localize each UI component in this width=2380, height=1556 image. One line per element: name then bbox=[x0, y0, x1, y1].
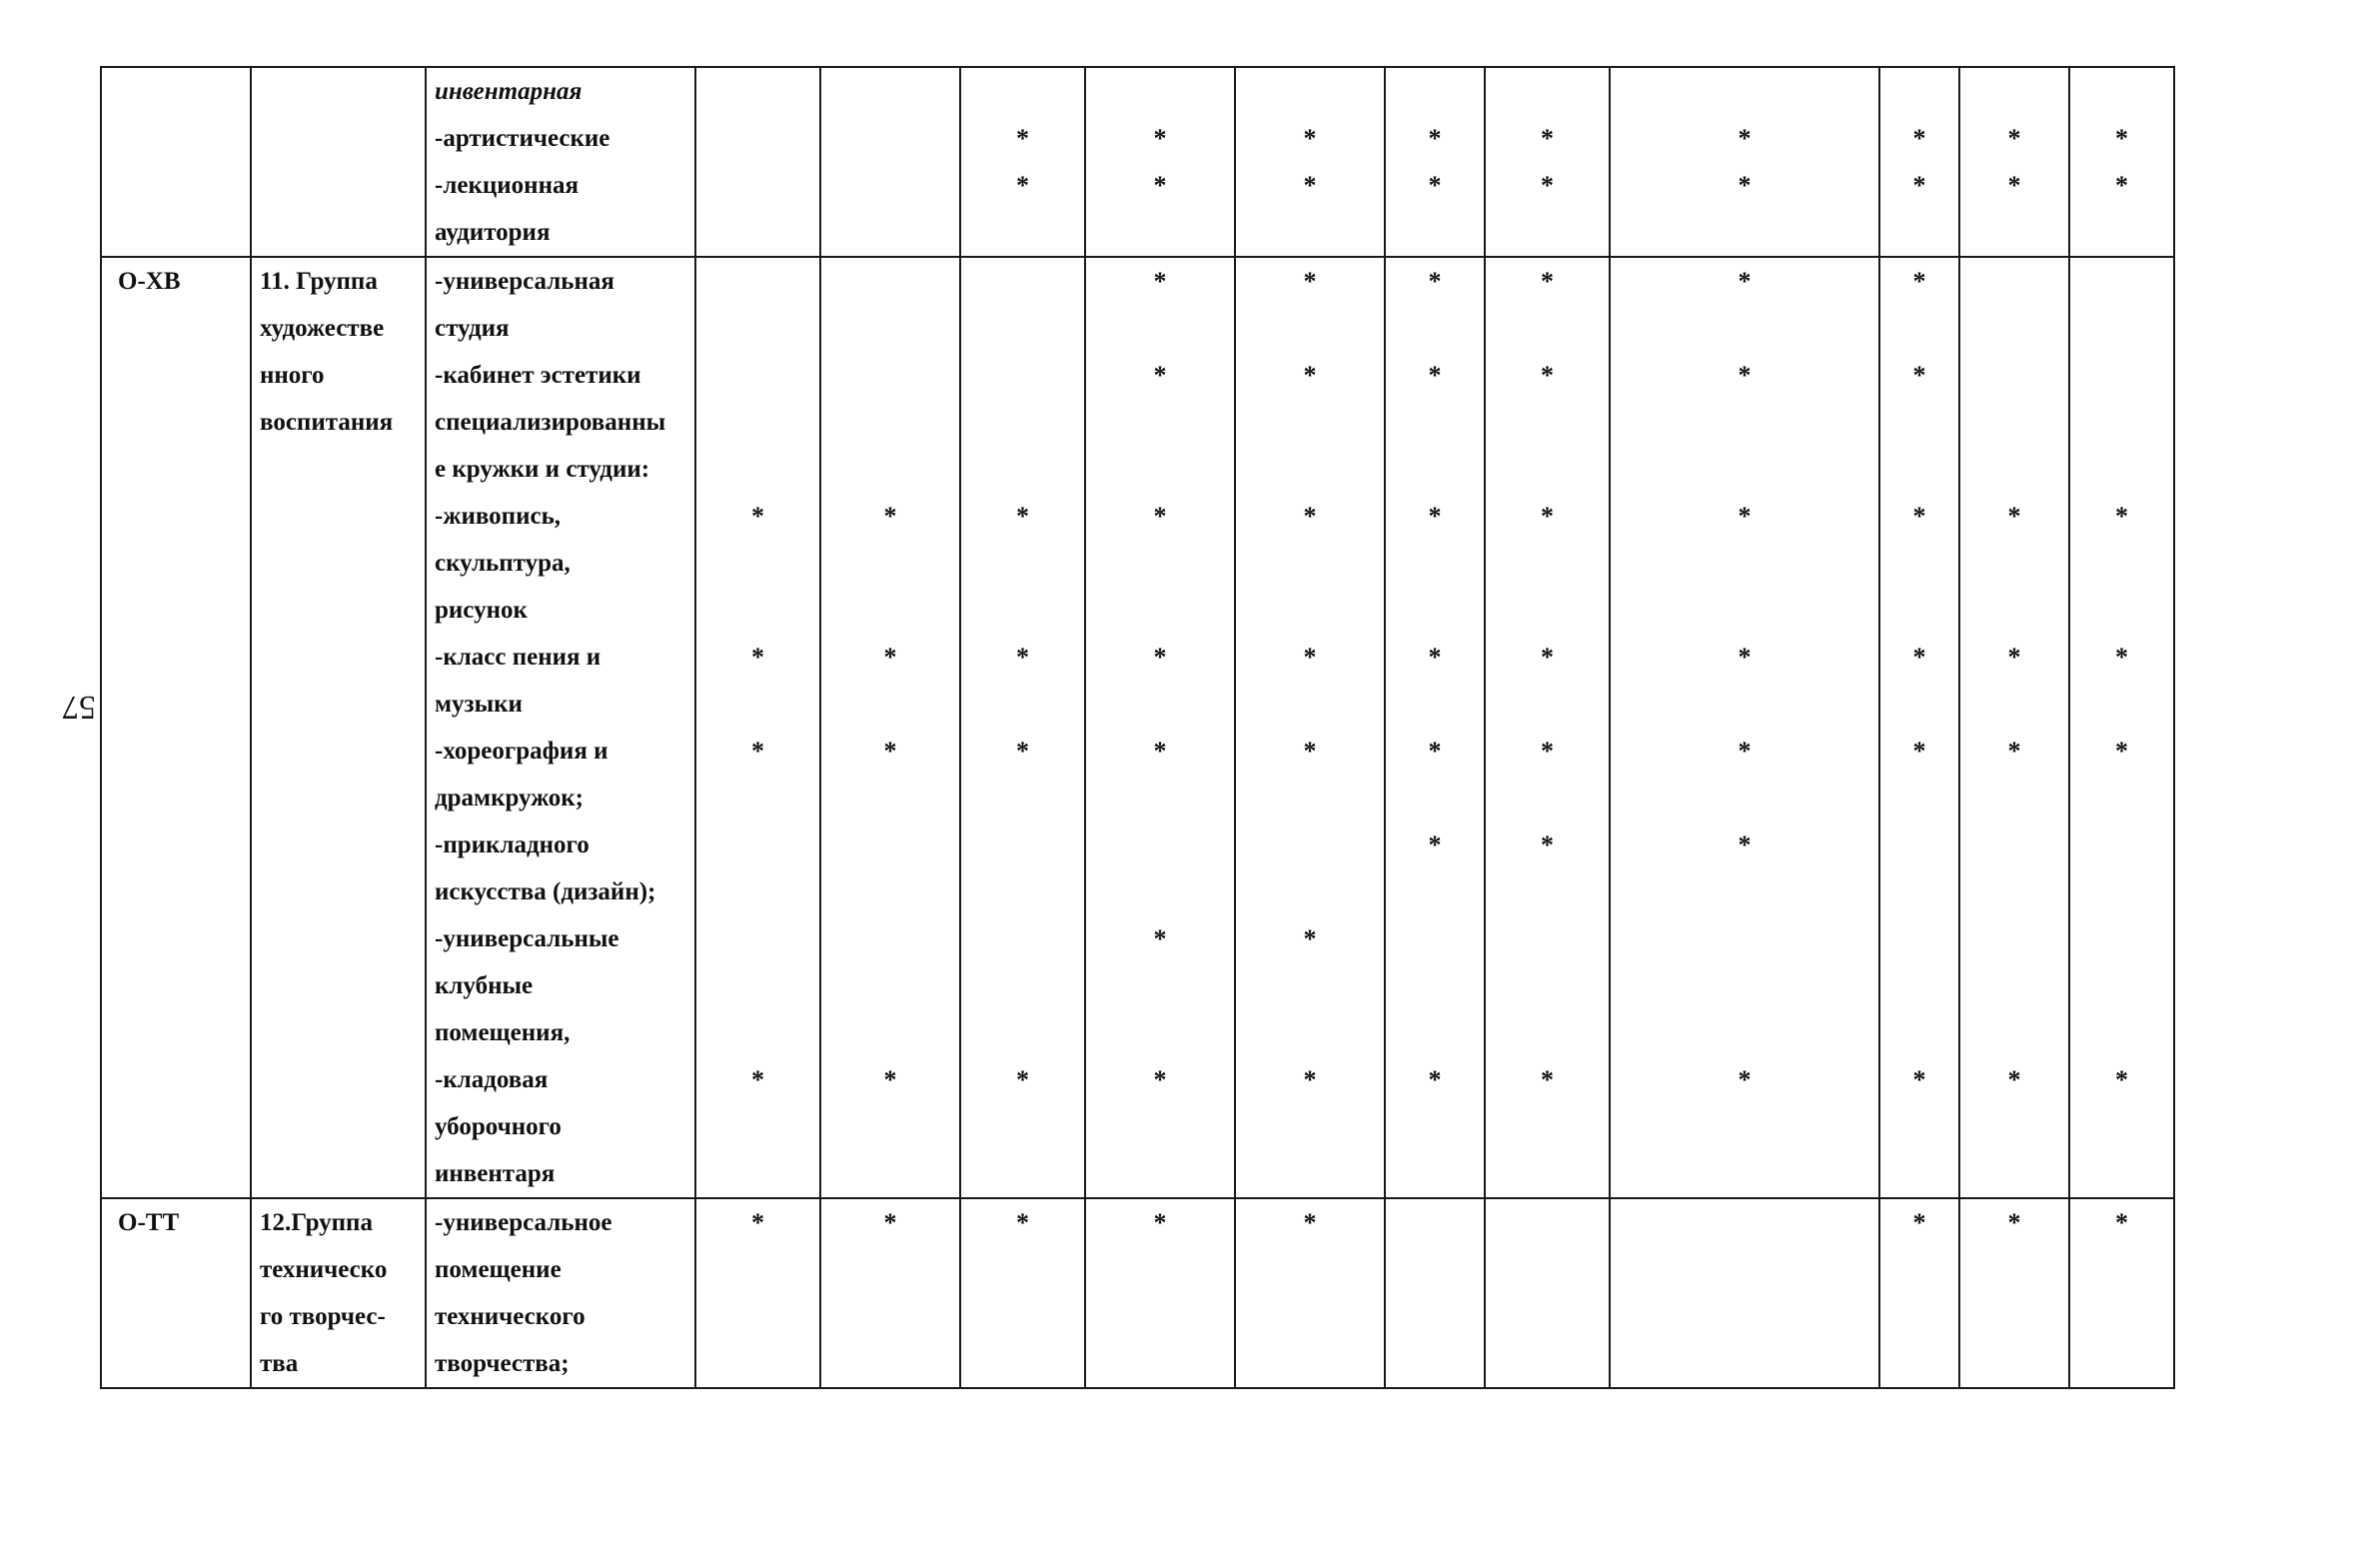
marker: * bbox=[751, 1065, 764, 1094]
group-code bbox=[102, 68, 250, 115]
marker-cell bbox=[1959, 257, 2069, 1198]
marker-cell bbox=[820, 67, 960, 257]
table-row bbox=[101, 257, 2174, 1198]
marker: * bbox=[1153, 124, 1167, 153]
marker: * bbox=[1738, 502, 1752, 531]
marker-cell bbox=[1485, 257, 1610, 1198]
marker-cell bbox=[1385, 257, 1485, 1198]
marker-cell bbox=[960, 67, 1085, 257]
marker: * bbox=[1912, 737, 1926, 766]
facility-line: -универсальная bbox=[435, 268, 614, 295]
marker: * bbox=[1541, 643, 1554, 672]
marker: * bbox=[1738, 361, 1752, 390]
marker-cell bbox=[1959, 1198, 2069, 1388]
marker: * bbox=[2115, 502, 2128, 531]
facility-line: уборочного bbox=[435, 1113, 562, 1140]
marker: * bbox=[1738, 171, 1752, 200]
facility-line: студия bbox=[435, 315, 510, 342]
marker: * bbox=[2007, 502, 2021, 531]
marker-cell bbox=[695, 257, 820, 1198]
facility-line: е кружки и студии: bbox=[435, 456, 650, 483]
code-cell bbox=[101, 257, 251, 1198]
code-cell bbox=[101, 67, 251, 257]
marker: * bbox=[751, 737, 764, 766]
facility-line: -универсальные bbox=[435, 925, 619, 952]
group-name-line: художестве bbox=[260, 315, 385, 342]
marker: * bbox=[883, 643, 897, 672]
marker: * bbox=[1912, 1065, 1926, 1094]
facility-line: рисунок bbox=[435, 597, 528, 624]
marker: * bbox=[1541, 737, 1554, 766]
marker: * bbox=[1016, 171, 1029, 200]
marker: * bbox=[1541, 124, 1554, 153]
facility-line: творчества; bbox=[435, 1350, 570, 1377]
marker: * bbox=[1303, 361, 1317, 390]
marker-cell bbox=[1085, 1198, 1235, 1388]
marker-cell bbox=[2069, 67, 2174, 257]
marker: * bbox=[1153, 502, 1167, 531]
marker: * bbox=[1303, 924, 1317, 953]
marker: * bbox=[883, 1065, 897, 1094]
facility-line: помещения, bbox=[435, 1019, 571, 1046]
marker-cell bbox=[1235, 67, 1385, 257]
marker: * bbox=[2007, 1065, 2021, 1094]
marker: * bbox=[883, 1208, 897, 1237]
marker-cell bbox=[1610, 67, 1879, 257]
marker: * bbox=[1738, 1065, 1752, 1094]
marker: * bbox=[1303, 1065, 1317, 1094]
facility-line: -класс пения и bbox=[435, 644, 601, 671]
marker: * bbox=[1912, 643, 1926, 672]
marker: * bbox=[1428, 267, 1442, 296]
facility-line: скульптура, bbox=[435, 550, 571, 577]
marker: * bbox=[2115, 737, 2128, 766]
marker: * bbox=[1153, 267, 1167, 296]
marker: * bbox=[751, 643, 764, 672]
marker: * bbox=[1016, 1065, 1029, 1094]
marker: * bbox=[1738, 124, 1752, 153]
marker: * bbox=[1153, 643, 1167, 672]
marker: * bbox=[1016, 502, 1029, 531]
marker: * bbox=[2115, 643, 2128, 672]
marker: * bbox=[1153, 1208, 1167, 1237]
marker: * bbox=[1428, 171, 1442, 200]
marker: * bbox=[1428, 502, 1442, 531]
marker-cell bbox=[695, 67, 820, 257]
marker: * bbox=[1303, 502, 1317, 531]
marker: * bbox=[1912, 171, 1926, 200]
group-cell bbox=[251, 257, 426, 1198]
marker: * bbox=[2007, 171, 2021, 200]
marker: * bbox=[1912, 502, 1926, 531]
marker-cell bbox=[960, 1198, 1085, 1388]
facility-line: музыки bbox=[435, 691, 523, 718]
marker: * bbox=[1428, 643, 1442, 672]
marker: * bbox=[2007, 643, 2021, 672]
marker: * bbox=[1428, 361, 1442, 390]
facility-line: аудитория bbox=[435, 219, 551, 246]
marker-cell bbox=[1235, 1198, 1385, 1388]
marker-cell bbox=[695, 1198, 820, 1388]
marker-cell bbox=[1879, 67, 1959, 257]
marker: * bbox=[1541, 267, 1554, 296]
facility-line: специализированны bbox=[435, 409, 666, 436]
marker-cell bbox=[1959, 67, 2069, 257]
marker-cell bbox=[820, 257, 960, 1198]
marker: * bbox=[1738, 830, 1752, 859]
marker: * bbox=[2115, 1065, 2128, 1094]
marker: * bbox=[1153, 171, 1167, 200]
marker: * bbox=[1016, 1208, 1029, 1237]
facility-line: клубные bbox=[435, 972, 534, 999]
marker: * bbox=[1303, 267, 1317, 296]
facility-line: -кабинет эстетики bbox=[435, 362, 641, 389]
facility-line: -хореография и bbox=[435, 738, 608, 765]
facility-line: -кладовая bbox=[435, 1066, 549, 1093]
group-code: О-ТТ bbox=[118, 1209, 180, 1236]
table-row bbox=[101, 1198, 2174, 1388]
marker: * bbox=[1912, 267, 1926, 296]
marker: * bbox=[1541, 171, 1554, 200]
marker-cell bbox=[1085, 257, 1235, 1198]
marker: * bbox=[2007, 737, 2021, 766]
marker: * bbox=[1428, 830, 1442, 859]
group-name-line: техническо bbox=[260, 1256, 388, 1283]
facility-line: инвентарная bbox=[435, 78, 583, 105]
marker: * bbox=[1016, 124, 1029, 153]
facility-table bbox=[100, 66, 2175, 1389]
marker-cell bbox=[960, 257, 1085, 1198]
table-row bbox=[101, 67, 2174, 257]
marker-cell bbox=[820, 1198, 960, 1388]
group-name-line: 11. Группа bbox=[260, 268, 378, 295]
facility-line: драмкружок; bbox=[435, 784, 584, 811]
marker: * bbox=[1153, 924, 1167, 953]
marker: * bbox=[1153, 1065, 1167, 1094]
marker: * bbox=[1541, 361, 1554, 390]
marker: * bbox=[751, 502, 764, 531]
marker: * bbox=[1541, 1065, 1554, 1094]
marker: * bbox=[1428, 737, 1442, 766]
marker: * bbox=[1016, 737, 1029, 766]
group-name-line: воспитания bbox=[260, 409, 394, 436]
marker: * bbox=[2115, 1208, 2128, 1237]
facility-line: технического bbox=[435, 1303, 586, 1330]
marker: * bbox=[1738, 643, 1752, 672]
marker-cell bbox=[1235, 257, 1385, 1198]
facility-line: помещение bbox=[435, 1256, 562, 1283]
facility-line: -лекционная bbox=[435, 172, 579, 199]
marker-cell bbox=[1610, 257, 1879, 1198]
marker: * bbox=[1738, 737, 1752, 766]
marker: * bbox=[1428, 124, 1442, 153]
page-number: 57 bbox=[62, 689, 96, 726]
marker-cell bbox=[1485, 1198, 1610, 1388]
code-cell bbox=[101, 1198, 251, 1388]
group-cell bbox=[251, 1198, 426, 1388]
marker: * bbox=[1541, 830, 1554, 859]
marker: * bbox=[1016, 643, 1029, 672]
marker-cell bbox=[1385, 1198, 1485, 1388]
marker: * bbox=[883, 737, 897, 766]
facility-line: -артистические bbox=[435, 125, 610, 152]
facility-cell bbox=[426, 67, 695, 257]
marker: * bbox=[1303, 737, 1317, 766]
marker: * bbox=[1428, 1065, 1442, 1094]
marker: * bbox=[1153, 737, 1167, 766]
marker: * bbox=[1912, 124, 1926, 153]
marker: * bbox=[883, 502, 897, 531]
facility-line: искусства (дизайн); bbox=[435, 878, 656, 905]
marker: * bbox=[1541, 502, 1554, 531]
facility-line: -универсальное bbox=[435, 1209, 612, 1236]
marker: * bbox=[1303, 1208, 1317, 1237]
group-name-line: нного bbox=[260, 362, 325, 389]
marker: * bbox=[1303, 643, 1317, 672]
marker: * bbox=[1153, 361, 1167, 390]
marker: * bbox=[2007, 1208, 2021, 1237]
marker-cell bbox=[1610, 1198, 1879, 1388]
marker: * bbox=[2115, 124, 2128, 153]
marker-cell bbox=[1485, 67, 1610, 257]
facility-line: инвентаря bbox=[435, 1160, 556, 1187]
marker-cell bbox=[1879, 1198, 1959, 1388]
marker: * bbox=[2115, 171, 2128, 200]
facility-cell bbox=[426, 257, 695, 1198]
marker-cell bbox=[2069, 1198, 2174, 1388]
group-code: О-ХВ bbox=[118, 268, 181, 295]
marker-cell bbox=[2069, 257, 2174, 1198]
group-name-line: тва bbox=[260, 1350, 299, 1377]
marker: * bbox=[1912, 361, 1926, 390]
marker: * bbox=[1738, 267, 1752, 296]
marker-cell bbox=[1085, 67, 1235, 257]
marker: * bbox=[1912, 1208, 1926, 1237]
facility-cell bbox=[426, 1198, 695, 1388]
facility-line: -прикладного bbox=[435, 831, 590, 858]
group-name-line: 12.Группа bbox=[260, 1209, 373, 1236]
marker: * bbox=[1303, 171, 1317, 200]
marker-cell bbox=[1385, 67, 1485, 257]
group-name-line: го творчес- bbox=[260, 1303, 386, 1330]
marker-cell bbox=[1879, 257, 1959, 1198]
marker: * bbox=[751, 1208, 764, 1237]
group-cell bbox=[251, 67, 426, 257]
facility-line: -живопись, bbox=[435, 503, 562, 530]
marker: * bbox=[2007, 124, 2021, 153]
marker: * bbox=[1303, 124, 1317, 153]
